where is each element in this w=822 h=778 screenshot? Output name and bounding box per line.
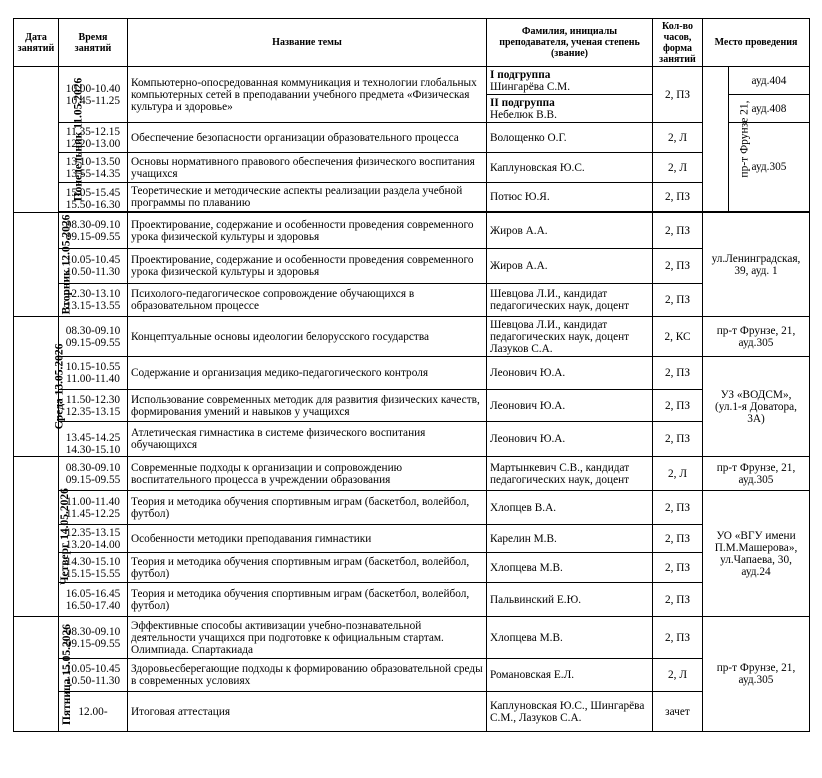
hours-cell: 2, Л (653, 153, 703, 183)
table-row (14, 67, 810, 95)
time-cell: 10.05-10.45 10.50-11.30 (59, 249, 128, 284)
time-cell: 13.10-13.50 13.55-14.35 (59, 153, 128, 183)
topic-cell: Проектирование, содержание и особенности проведения современного урока физической культуры и здоровья (128, 249, 487, 284)
time-cell: 08.30-09.10 09.15-09.55 (59, 457, 128, 491)
table-row (14, 390, 810, 422)
teacher-cell: Романовская Е.Л. (487, 659, 653, 692)
day-tuesday (14, 213, 73, 317)
teacher-cell: Хлопцева М.В. (487, 553, 653, 583)
topic-cell: Теория и методика обучения спортивным играм (баскетбол, волейбол, футбол) (128, 491, 487, 525)
schedule-table (13, 18, 810, 732)
room-cell: ауд.408 (729, 95, 810, 123)
teacher-cell: Хлопцев В.А. (487, 491, 653, 525)
day-label: Пятница 15.05.2026 (61, 623, 74, 725)
hours-cell: 2, ПЗ (653, 67, 703, 123)
subgroup-label: II подгруппа (490, 96, 555, 109)
teacher-cell: Шевцова Л.И., кандидат педагогических наук, доцент Лазуков С.А. (487, 317, 653, 357)
teacher-cell: Волощенко О.Г. (487, 123, 653, 153)
teacher-cell: Леонович Ю.А. (487, 357, 653, 390)
hours-cell: 2, ПЗ (653, 249, 703, 284)
place-vertical (703, 67, 751, 212)
time-cell: 10.05-10.45 10.50-11.30 (59, 659, 128, 692)
time-cell: 11.50-12.30 12.35-13.15 (59, 390, 128, 422)
table-row (14, 153, 810, 183)
hours-cell: 2, Л (653, 123, 703, 153)
day-label: Вторник 12.05.2026 (60, 214, 73, 315)
hours-cell: 2, ПЗ (653, 491, 703, 525)
hours-cell: 2, ПЗ (653, 390, 703, 422)
teacher-cell: Мартынкевич С.В., кандидат педагогических наук, доцент (487, 457, 653, 491)
topic-cell: Итоговая аттестация (128, 692, 487, 732)
teacher-name: Шингарёва С.М. (490, 80, 571, 93)
teacher-cell: Каплуновская Ю.С., Шингарёва С.М., Лазуков С.А. (487, 692, 653, 732)
topic-cell: Современные подходы к организации и сопровождению воспитательного процесса в учреждении образования (128, 457, 487, 491)
hours-cell: 2, ПЗ (653, 422, 703, 457)
room-cell: ауд.404 (729, 67, 810, 95)
topic-cell: Проектирование, содержание и особенности проведения современного урока физической культуры и здоровья (128, 213, 487, 249)
hours-cell: 2, Л (653, 659, 703, 692)
topic-cell: Обеспечение безопасности организации образовательного процесса (128, 123, 487, 153)
day-label: Среда 13.05.2026 (53, 343, 66, 430)
header-topic: Название темы (128, 19, 487, 67)
place-cell: пр-т Фрунзе, 21, ауд.305 (703, 617, 810, 732)
topic-cell: Атлетическая гимнастика в системе физического воспитания обучающихся (128, 422, 487, 457)
place-cell: УО «ВГУ имени П.М.Машерова», ул.Чапаева, 30, ауд.24 (703, 491, 810, 617)
teacher-cell: Хлопцева М.В. (487, 617, 653, 659)
table-row (14, 692, 810, 732)
teacher-name: Небелюк В.В. (490, 108, 557, 121)
time-cell: 12.30-13.10 13.15-13.55 (59, 284, 128, 317)
teacher-cell: Потюс Ю.Я. (487, 183, 653, 212)
table-row (14, 422, 810, 457)
place-cell: УЗ «ВОДСМ», (ул.1-я Доватора, 3А) (703, 357, 810, 457)
time-cell: 10.15-10.55 11.00-11.40 (59, 357, 128, 390)
topic-cell: Использование современных методик для развития физических качеств, формирования умений и навыков у учащихся (128, 390, 487, 422)
hours-cell: 2, ПЗ (653, 183, 703, 212)
table-row (14, 457, 810, 491)
topic-cell: Эффективные способы активизации учебно-познавательной деятельности учащихся при подготовке к официальным стартам. Олимпиада. Спартакиада (128, 617, 487, 659)
header-row (14, 19, 810, 67)
hours-cell: 2, КС (653, 317, 703, 357)
time-cell: 11.00-11.40 11.45-12.25 (59, 491, 128, 525)
table-row (14, 284, 810, 317)
table-row (14, 491, 810, 525)
hours-cell: 2, Л (653, 457, 703, 491)
table-row (14, 659, 810, 692)
teacher-cell: Пальвинский Е.Ю. (487, 583, 653, 617)
day-label: Четверг 14.05.2026 (58, 488, 71, 585)
time-cell: 08.30-09.10 09.15-09.55 (59, 317, 128, 357)
hours-cell: 2, ПЗ (653, 525, 703, 553)
day-wednesday (14, 317, 66, 457)
hours-cell: 2, ПЗ (653, 284, 703, 317)
day-friday (14, 617, 74, 732)
table-row (14, 617, 810, 659)
hours-cell: 2, ПЗ (653, 357, 703, 390)
topic-cell: Теория и методика обучения спортивным играм (баскетбол, волейбол, футбол) (128, 583, 487, 617)
subgroup-label: I подгруппа (490, 68, 551, 81)
table-row (14, 213, 810, 249)
teacher-cell: Жиров А.А. (487, 249, 653, 284)
table-row (14, 525, 810, 553)
hours-cell: 2, ПЗ (653, 583, 703, 617)
teacher-cell (487, 95, 653, 123)
day-monday (14, 67, 85, 213)
topic-cell: Основы нормативного правового обеспечения физического воспитания учащихся (128, 153, 487, 183)
header-time: Время занятий (59, 19, 128, 67)
topic-cell: Теоретические и методические аспекты реализации раздела учебной программы по плаванию (128, 183, 487, 212)
table-row (14, 317, 810, 357)
teacher-cell: Леонович Ю.А. (487, 422, 653, 457)
room-cell: ауд.305 (729, 123, 810, 212)
teacher-cell: Карелин М.В. (487, 525, 653, 553)
time-cell: 12.35-13.15 13.20-14.00 (59, 525, 128, 553)
topic-cell: Психолого-педагогическое сопровождение обучающихся в образовательном процессе (128, 284, 487, 317)
hours-cell: зачет (653, 692, 703, 732)
teacher-cell: Леонович Ю.А. (487, 390, 653, 422)
table-row (14, 183, 810, 212)
header-date: Дата занятий (14, 19, 59, 67)
time-cell: 08.30-09.10 09.15-09.55 (59, 213, 128, 249)
day-thursday (14, 457, 71, 617)
topic-cell: Теория и методика обучения спортивным играм (баскетбол, волейбол, футбол) (128, 553, 487, 583)
time-cell: 11.35-12.15 12.20-13.00 (59, 123, 128, 153)
time-cell: 14.30-15.10 15.15-15.55 (59, 553, 128, 583)
place-cell: пр-т Фрунзе, 21, ауд.305 (703, 317, 810, 357)
table-row (14, 123, 810, 153)
header-teacher: Фамилия, инициалы преподавателя, ученая степень (звание) (487, 19, 653, 67)
place-label: пр-т Фрунзе 21, (738, 100, 751, 178)
header-place: Место проведения (703, 19, 810, 67)
topic-cell: Содержание и организация медико-педагогического контроля (128, 357, 487, 390)
time-cell: 15.05-15.45 15.50-16.30 (59, 183, 128, 212)
teacher-cell: Каплуновская Ю.С. (487, 153, 653, 183)
table-row (14, 583, 810, 617)
time-cell: 13.45-14.25 14.30-15.10 (59, 422, 128, 457)
header-hours: Кол-во часов, форма занятий (653, 19, 703, 67)
table-row (14, 357, 810, 390)
teacher-cell: Шевцова Л.И., кандидат педагогических наук, доцент (487, 284, 653, 317)
place-cell: ул.Ленинградская, 39, ауд. 1 (703, 213, 810, 317)
hours-cell: 2, ПЗ (653, 553, 703, 583)
day-label: Понедельник 11.05.2026 (72, 77, 85, 202)
time-cell: 16.05-16.45 16.50-17.40 (59, 583, 128, 617)
teacher-cell: Жиров А.А. (487, 213, 653, 249)
topic-cell: Компьютерно-опосредованная коммуникация и технологии глобальных компьютерных сетей в преподавании учебного предмета «Физическая культура и здоровье» (128, 67, 487, 123)
topic-cell: Здоровьесберегающие подходы к формированию образовательной среды в современных условиях (128, 659, 487, 692)
table-row (14, 553, 810, 583)
hours-cell: 2, ПЗ (653, 617, 703, 659)
teacher-cell (487, 67, 653, 95)
time-cell: 10.00-10.40 10.45-11.25 (59, 67, 128, 123)
topic-cell: Концептуальные основы идеологии белорусского государства (128, 317, 487, 357)
hours-cell: 2, ПЗ (653, 213, 703, 249)
table-row (14, 249, 810, 284)
place-cell: пр-т Фрунзе, 21, ауд.305 (703, 457, 810, 491)
time-cell: 08.30-09.10 09.15-09.55 (59, 617, 128, 659)
time-cell: 12.00- (59, 692, 128, 732)
topic-cell: Особенности методики преподавания гимнастики (128, 525, 487, 553)
